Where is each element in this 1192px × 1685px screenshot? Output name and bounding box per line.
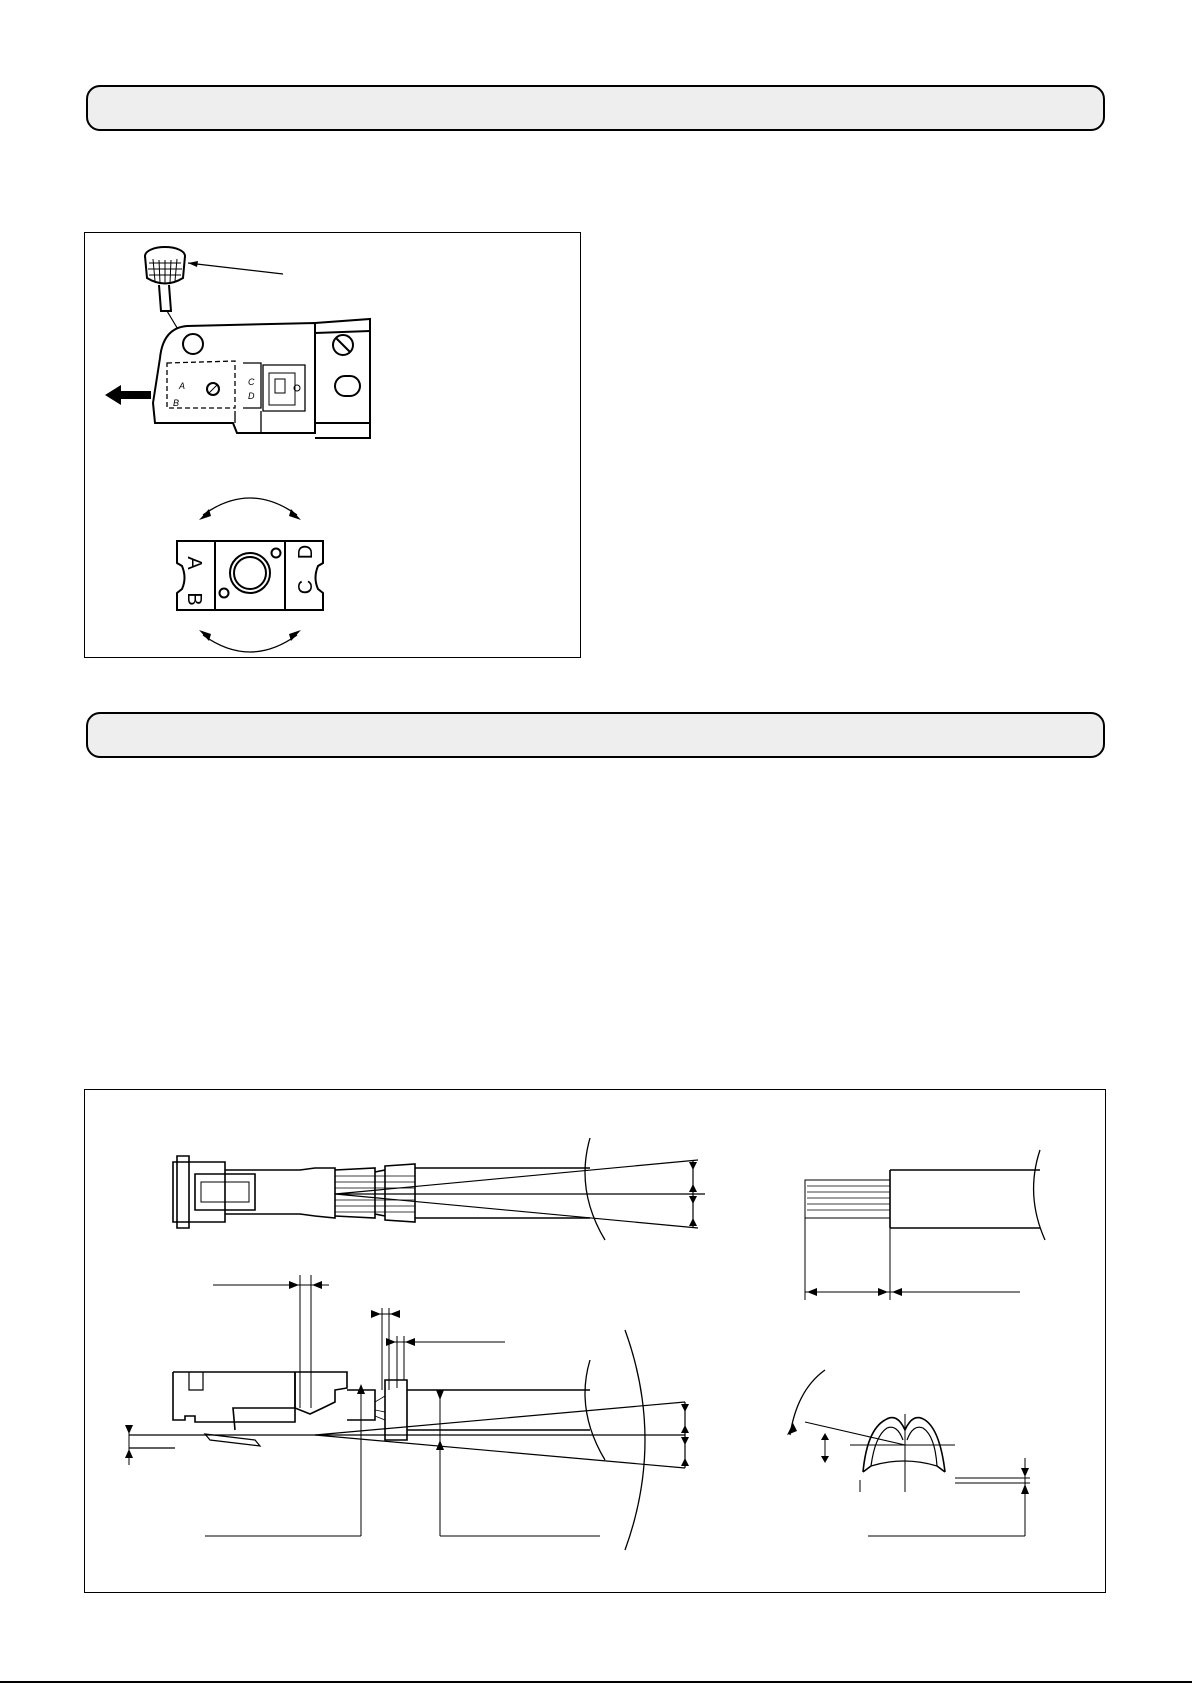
tool-letter-a: A — [179, 381, 186, 391]
rotate-arrow-top-icon — [199, 498, 301, 520]
section-header-2 — [86, 712, 1105, 758]
section-header-1 — [86, 85, 1105, 131]
tool-letter-d: D — [248, 391, 255, 401]
rotate-arrow-bottom-icon — [199, 630, 301, 652]
crimp-tool-drawing — [85, 233, 582, 659]
die-letter-a: A — [183, 556, 205, 570]
crimp-tool-head — [153, 319, 370, 438]
page-bottom-rule — [0, 1681, 1192, 1683]
knurled-pin-icon — [145, 247, 185, 311]
arrow-left-icon — [105, 385, 151, 405]
die-letter-b: B — [183, 592, 205, 606]
terminal-crimp-drawing — [85, 1090, 1107, 1594]
die-letter-c: C — [295, 579, 317, 595]
terminal-top-view — [173, 1138, 705, 1240]
crimp-cross-section — [787, 1370, 1030, 1536]
stripped-wire — [805, 1150, 1045, 1300]
terminal-side-view — [125, 1275, 689, 1550]
tool-letter-c: C — [248, 377, 255, 387]
tool-letter-b: B — [173, 398, 180, 408]
terminal-crimp-dimensions-figure — [84, 1089, 1106, 1593]
crimp-tool-figure — [84, 232, 581, 658]
die-letter-d: D — [295, 544, 317, 560]
